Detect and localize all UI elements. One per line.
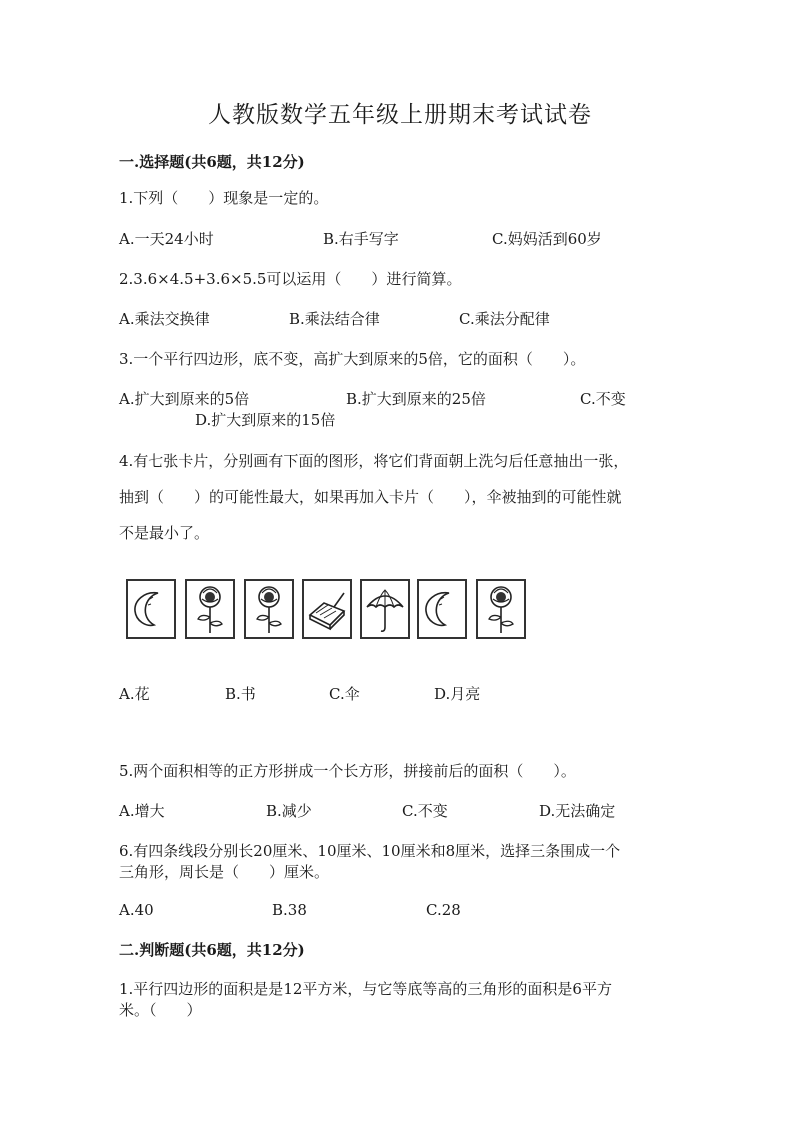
flower-icon: [187, 581, 233, 637]
q6-option-b: B.38: [272, 901, 307, 919]
umbrella-icon: [362, 581, 408, 637]
moon-icon: [419, 581, 465, 637]
page-title: 人教版数学五年级上册期末考试试卷: [208, 102, 592, 128]
q2-option-c: C.乘法分配律: [459, 310, 550, 328]
q4-option-b: B.书: [225, 685, 256, 703]
q5-option-c: C.不变: [402, 802, 448, 820]
q5-option-d: D.无法确定: [539, 802, 616, 820]
q4-option-d: D.月亮: [434, 685, 481, 703]
card-1: [126, 579, 176, 639]
q1-option-c: C.妈妈活到60岁: [492, 230, 602, 248]
card-2: [185, 579, 235, 639]
q3-option-b: B.扩大到原来的25倍: [346, 390, 486, 408]
card-5: [360, 579, 410, 639]
card-6: [417, 579, 467, 639]
q1-option-a: A.一天24小时: [119, 230, 214, 248]
question-4-line-3: 不是最小了。: [119, 524, 210, 542]
book-icon: [304, 581, 350, 637]
card-4: [302, 579, 352, 639]
section-1-heading: 一.选择题(共6题，共12分): [119, 153, 305, 171]
q6-option-a: A.40: [119, 901, 154, 919]
question-2: 2.3.6×4.5+3.6×5.5可以运用（ ）进行简算。: [119, 270, 462, 288]
flower-icon: [246, 581, 292, 637]
question-6-line-1: 6.有四条线段分别长20厘米、10厘米、10厘米和8厘米，选择三条围成一个: [119, 842, 621, 860]
q4-option-c: C.伞: [329, 685, 360, 703]
q1-option-b: B.右手写字: [323, 230, 399, 248]
section-2-heading: 二.判断题(共6题，共12分): [119, 941, 305, 959]
question-4-line-2: 抽到（ ）的可能性最大，如果再加入卡片（ ），伞被抽到的可能性就: [119, 488, 622, 506]
q3-option-a: A.扩大到原来的5倍: [119, 390, 250, 408]
question-4-line-1: 4.有七张卡片，分别画有下面的图形，将它们背面朝上洗匀后任意抽出一张，: [119, 452, 629, 470]
card-7: [476, 579, 526, 639]
question-5: 5.两个面积相等的正方形拼成一个长方形，拼接前后的面积（ ）。: [119, 762, 576, 780]
moon-icon: [128, 581, 174, 637]
judge-question-1-line-2: 米。（ ）: [119, 1001, 202, 1019]
q2-option-a: A.乘法交换律: [119, 310, 210, 328]
q6-option-c: C.28: [426, 901, 461, 919]
q4-option-a: A.花: [119, 685, 150, 703]
question-1: 1.下列（ ）现象是一定的。: [119, 189, 329, 207]
flower-icon: [478, 581, 524, 637]
q3-option-c: C.不变: [580, 390, 626, 408]
q5-option-b: B.减少: [266, 802, 312, 820]
judge-question-1-line-1: 1.平行四边形的面积是是12平方米，与它等底等高的三角形的面积是6平方: [119, 980, 612, 998]
question-3: 3.一个平行四边形，底不变，高扩大到原来的5倍，它的面积（ ）。: [119, 350, 586, 368]
q5-option-a: A.增大: [119, 802, 165, 820]
q2-option-b: B.乘法结合律: [289, 310, 380, 328]
q3-option-d: D.扩大到原来的15倍: [195, 411, 336, 429]
card-3: [244, 579, 294, 639]
question-6-line-2: 三角形，周长是（ ）厘米。: [119, 863, 330, 881]
